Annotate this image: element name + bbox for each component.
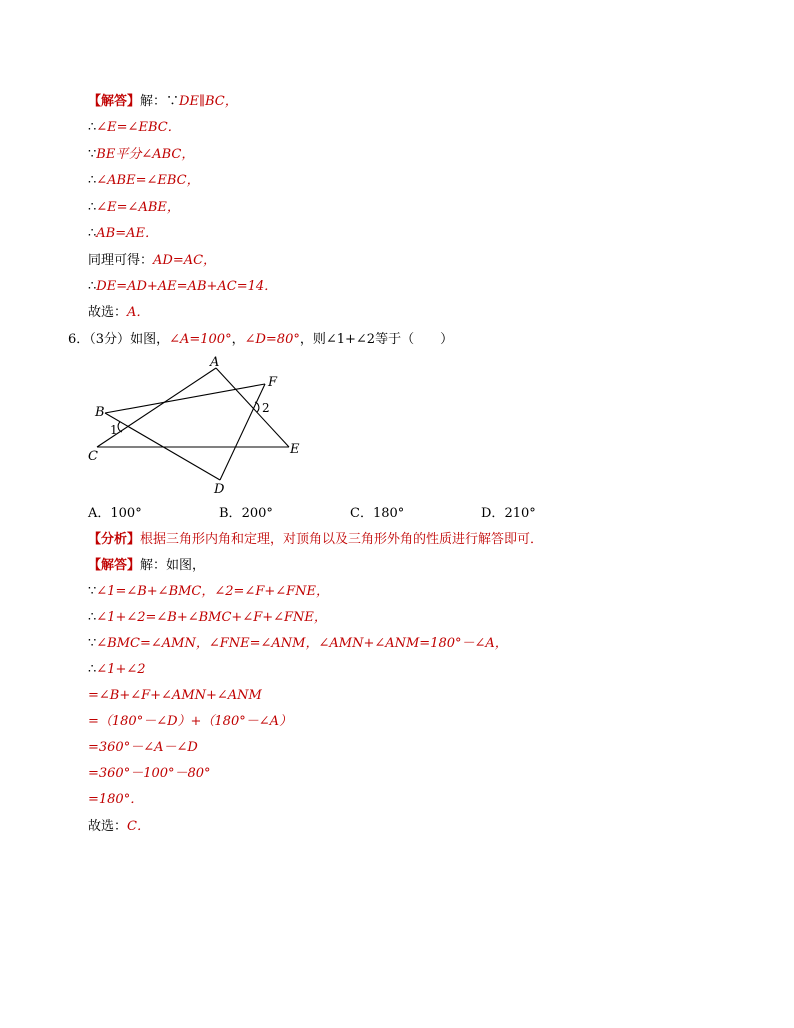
option-value: 180°	[372, 506, 405, 521]
solution-line	[88, 556, 205, 576]
line-prefix: ∴	[88, 120, 97, 135]
line-prefix: 解：如图，	[140, 558, 206, 573]
line-prefix: ∵	[88, 584, 97, 599]
solution-line	[88, 277, 277, 297]
solution-line	[88, 582, 329, 602]
solution-line	[88, 712, 292, 732]
line-prefix: 故选：	[88, 305, 128, 320]
line-math: =（180°－∠D）+（180°－∠A）	[88, 714, 293, 729]
line-prefix: ∵	[88, 636, 97, 651]
point-label-c: C	[88, 449, 98, 464]
option-letter: C．	[350, 506, 373, 521]
line-prefix: ∴	[88, 226, 97, 241]
option-letter: B．	[219, 506, 242, 521]
option-value: 200°	[241, 506, 273, 521]
solution-line	[88, 224, 158, 244]
question-text: ，则∠1+∠2等于（ ）	[299, 332, 454, 347]
line-math: AD=AC，	[153, 253, 217, 268]
analysis-tag: 【分析】	[88, 532, 141, 547]
answer-tag: 【解答】	[88, 558, 141, 573]
solution-line	[88, 738, 198, 758]
line-math: ∠ABE=∠EBC，	[96, 173, 200, 188]
line-math: =180°．	[88, 792, 144, 807]
point-label-f: F	[268, 375, 278, 390]
option-value: 210°	[504, 506, 536, 521]
line-prefix: ∴	[88, 200, 97, 215]
line-math: =360°－100°－80°	[88, 766, 211, 781]
angle-label-1: 1	[110, 423, 118, 437]
line-math: DE=AD+AE=AB+AC=14．	[96, 279, 278, 294]
line-math: ∠1+∠2	[96, 662, 146, 677]
line-prefix: 故选：	[88, 819, 128, 834]
question-6-stem	[68, 330, 453, 350]
option-letter: D．	[481, 506, 505, 521]
condition-angle-a: ∠A=100°	[169, 332, 232, 347]
line-math: ∠1+∠2=∠B+∠BMC+∠F+∠FNE，	[96, 610, 327, 625]
line-math: =∠B+∠F+∠AMN+∠ANM	[88, 688, 262, 703]
line-math: =360°－∠A－∠D	[88, 740, 198, 755]
line-math: ∠BMC=∠AMN，∠FNE=∠ANM，∠AMN+∠ANM=180°－∠A，	[96, 636, 508, 651]
answer-tag: 【解答】	[88, 94, 141, 109]
line-math: DE∥BC，	[179, 94, 238, 109]
solution-line	[88, 764, 211, 784]
line-prefix: ∴	[88, 279, 97, 294]
solution-line	[88, 251, 216, 271]
point-label-d: D	[214, 482, 225, 497]
option-value: 100°	[110, 506, 142, 521]
segment-fd	[220, 384, 265, 480]
condition-angle-d: ∠D=80°	[244, 332, 300, 347]
option-letter: A．	[88, 506, 111, 521]
line-math: BE平分∠ABC，	[96, 147, 195, 162]
option-d[interactable]	[481, 504, 536, 524]
line-prefix: ∴	[88, 610, 97, 625]
solution-line	[88, 608, 327, 628]
solution-line	[88, 660, 146, 680]
solution-line	[88, 634, 508, 654]
line-math: ∠E=∠ABE，	[96, 200, 180, 215]
line-prefix: 同理可得：	[88, 253, 154, 268]
solution-line	[88, 171, 200, 191]
line-math: AB=AE．	[96, 226, 158, 241]
point-label-b: B	[95, 405, 105, 420]
analysis-text: 根据三角形内角和定理，对顶角以及三角形外角的性质进行解答即可．	[140, 532, 544, 547]
question-number: 6．	[68, 332, 90, 347]
angle-label-2: 2	[262, 401, 270, 415]
solution-line	[88, 92, 238, 112]
line-prefix: ∵	[88, 147, 97, 162]
segment-ae	[216, 368, 289, 447]
line-math: ∠E=∠EBC．	[96, 120, 181, 135]
option-a[interactable]	[88, 504, 142, 524]
geometry-figure	[82, 352, 322, 500]
line-math: A．	[127, 305, 150, 320]
line-math: C．	[127, 819, 150, 834]
option-c[interactable]	[350, 504, 404, 524]
line-prefix: ∴	[88, 173, 97, 188]
line-prefix: ∴	[88, 662, 97, 677]
point-label-e: E	[290, 442, 300, 457]
question-score: （3分）	[89, 332, 131, 347]
line-math: ∠1=∠B+∠BMC，∠2=∠F+∠FNE，	[96, 584, 330, 599]
point-label-a: A	[210, 355, 220, 370]
solution-line	[88, 686, 262, 706]
solution-line	[88, 118, 181, 138]
question-text: 如图，	[130, 332, 170, 347]
solution-line	[88, 198, 180, 218]
solution-line	[88, 145, 194, 165]
option-b[interactable]	[219, 504, 273, 524]
question-separator: ，	[231, 332, 245, 347]
solution-line	[88, 790, 143, 810]
analysis-line	[88, 530, 543, 550]
solution-line	[88, 303, 149, 323]
solution-line	[88, 817, 150, 837]
line-prefix: 解：∵	[140, 94, 180, 109]
